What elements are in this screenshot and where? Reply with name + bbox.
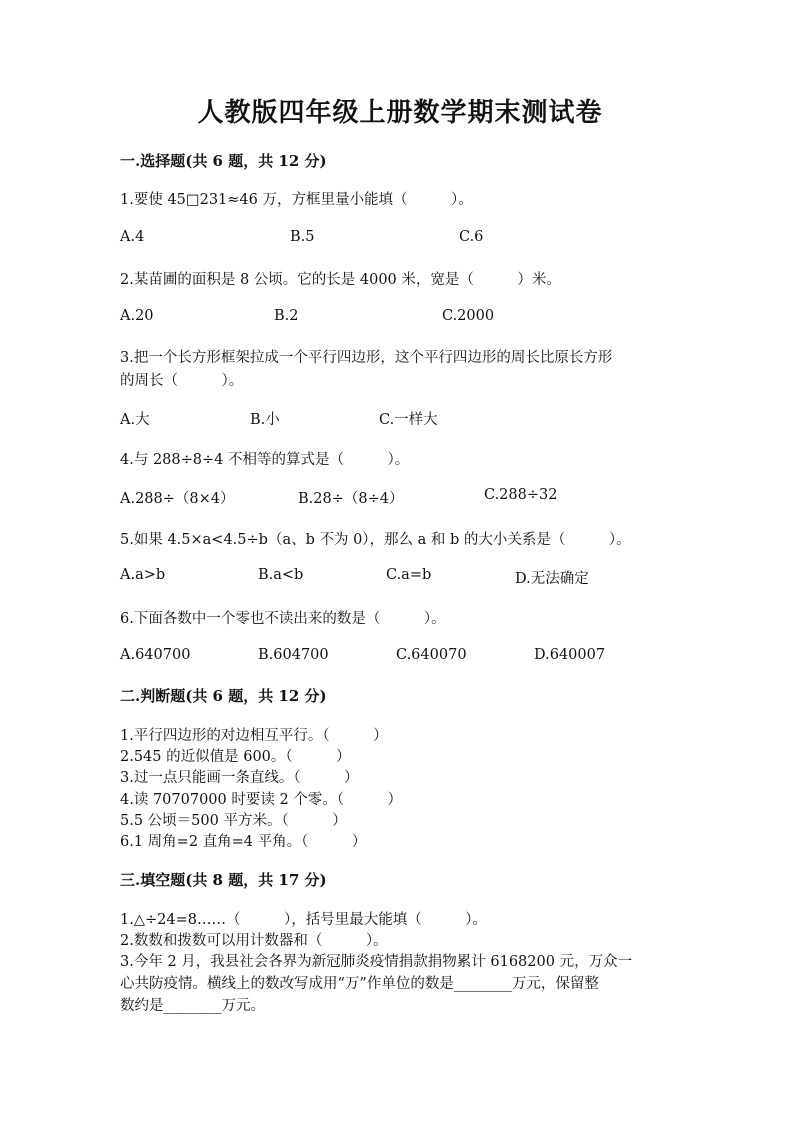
question-3-option-b: B.小 [250, 412, 280, 428]
judge-item-4: 4.读 70707000 时要读 2 个零。（ ） [120, 792, 403, 808]
question-3-text-line2: 的周长（ ）。 [120, 373, 244, 389]
question-5-text: 5.如果 4.5×a<4.5÷b（a、b 不为 0），那么 a 和 b 的大小关系是（ ）。 [120, 532, 631, 548]
judge-item-5: 5.5 公顷＝500 平方米。（ ） [120, 813, 347, 829]
judge-item-2: 2.545 的近似值是 600。（ ） [120, 749, 351, 765]
question-6-option-d: D.640007 [534, 647, 606, 663]
section-heading-fill: 三.填空题(共 8 题，共 17 分) [120, 871, 327, 889]
question-4-text: 4.与 288÷8÷4 不相等的算式是（ ）。 [120, 452, 410, 468]
fill-item-3-line3: 数约是________万元。 [120, 998, 265, 1014]
question-4-option-a: A.288÷（8×4） [120, 491, 235, 507]
question-6-option-c: C.640070 [396, 647, 467, 663]
question-1-option-c: C.6 [459, 229, 484, 245]
judge-item-6: 6.1 周角=2 直角=4 平角。（ ） [120, 834, 367, 850]
page-title: 人教版四年级上册数学期末测试卷 [197, 98, 603, 128]
judge-item-1: 1.平行四边形的对边相互平行。（ ） [120, 728, 388, 744]
question-6-option-a: A.640700 [120, 647, 191, 663]
question-5-option-b: B.a<b [258, 567, 304, 583]
question-2-text: 2.某苗圃的面积是 8 公顷。它的长是 4000 米，宽是（ ）米。 [120, 272, 561, 288]
question-6-text: 6.下面各数中一个零也不读出来的数是（ ）。 [120, 611, 446, 627]
question-4-option-b: B.28÷（8÷4） [298, 491, 404, 507]
question-5-option-c: C.a=b [386, 567, 432, 583]
fill-item-2: 2.数数和拨数可以用计数器和（ ）。 [120, 933, 388, 949]
question-1-text: 1.要使 45□231≈46 万，方框里量小能填（ ）。 [120, 192, 473, 208]
fill-item-3-line1: 3.今年 2 月，我县社会各界为新冠肺炎疫情捐款捐物累计 6168200 元，万众一 [120, 954, 633, 970]
question-6-option-b: B.604700 [258, 647, 329, 663]
question-5-option-a: A.a>b [120, 567, 166, 583]
fill-item-3-line2: 心共防疫情。横线上的数改写成用“万”作单位的数是________万元，保留整 [120, 976, 599, 992]
question-2-option-a: A.20 [120, 308, 154, 324]
section-heading-judge: 二.判断题(共 6 题，共 12 分) [120, 687, 327, 705]
question-1-option-a: A.4 [120, 229, 145, 245]
question-5-option-d: D.无法确定 [515, 571, 589, 587]
question-4-option-c: C.288÷32 [484, 487, 558, 503]
question-3-option-a: A.大 [120, 412, 150, 428]
judge-item-3: 3.过一点只能画一条直线。（ ） [120, 770, 359, 786]
fill-item-1: 1.△÷24=8……（ ），括号里最大能填（ ）。 [120, 912, 487, 928]
question-2-option-c: C.2000 [442, 308, 495, 324]
question-2-option-b: B.2 [274, 308, 299, 324]
question-3-text-line1: 3.把一个长方形框架拉成一个平行四边形，这个平行四边形的周长比原长方形 [120, 350, 613, 366]
question-3-option-c: C.一样大 [379, 412, 438, 428]
question-1-option-b: B.5 [290, 229, 315, 245]
section-heading-choice: 一.选择题(共 6 题，共 12 分) [120, 152, 327, 170]
